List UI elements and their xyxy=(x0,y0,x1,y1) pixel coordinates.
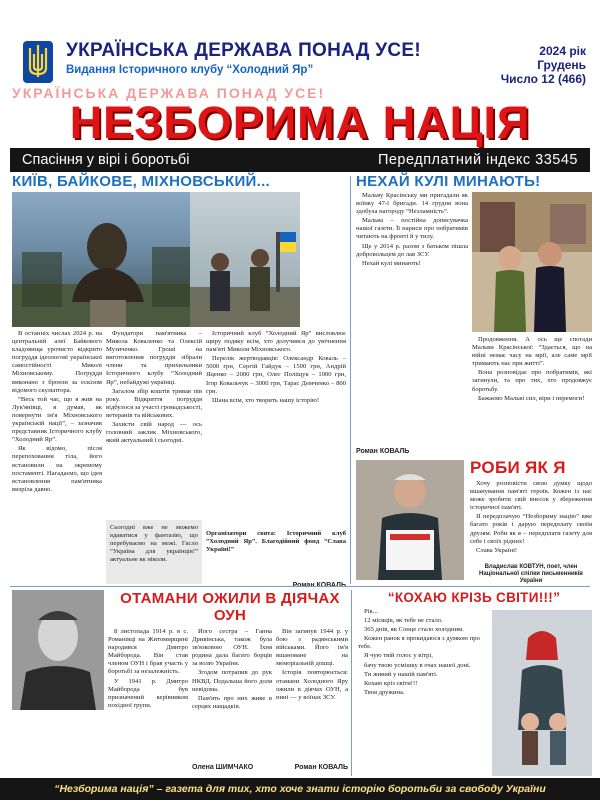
family-photo xyxy=(492,610,592,776)
poem-line: Я чую твій голос у вітрі, xyxy=(364,652,433,660)
poem-line: Рік... xyxy=(364,608,378,615)
soldier-image xyxy=(472,192,592,332)
masthead-publisher: Видання Історичного клубу “Холодний Яр” xyxy=(66,64,314,76)
poem-line: 12 місяців, як тебе не стало. xyxy=(364,617,443,625)
newspaper-title: НЕЗБОРИМА НАЦІЯ xyxy=(69,97,531,148)
paragraph: Перелік жертводавців: Олександр Коваль – 5000 грн, Сергій Гайдук – 1500 грн, Андрій Яценко – 2000 грн, Олег Поліщук – 1000 грн, Ігор Ковальчук – 3000 грн, Тарас Демченко – 800 грн. xyxy=(206,355,346,395)
poem-line: Кохаю кріз світи!!! xyxy=(364,679,418,687)
bullets-column-2 xyxy=(472,336,592,444)
paragraph: Загалом збір коштів тривав пів року. Відкриття погруддя відбулося за участі громадськості, ветеранів та військових. xyxy=(106,387,202,419)
footer-bar xyxy=(0,778,600,800)
paragraph: Хочу розповісти свою думку щодо вшанування пам'яті героїв. Кожен із нас може зробити свій внесок у збереження історичної пам'яті. xyxy=(470,480,592,512)
footer-text: “Незборима нація” – газета для тих, хто хоче знати історію боротьби за свободу України xyxy=(54,783,546,795)
paragraph: Згодом потрапив до рук НКВД. Подальша його доля невідома. xyxy=(192,669,272,693)
paragraph: Фундатори пам'ятника – Микола Коваленко та Олексій Музиченко. Гроші на виготовлення погруддя зібрали члени та прихильники Історичного клубу “Холодний Яр”, небайдужі українці. xyxy=(106,330,202,386)
kyiv-headline: КИЇВ, БАЙКОВЕ, МІХНОВСЬКИЙ... xyxy=(12,173,271,190)
trident-emblem-icon xyxy=(22,40,54,84)
reader-with-newspaper-image xyxy=(356,460,464,580)
cossack-headline: “КОХАЮ КРІЗЬ СВІТИ!!!” xyxy=(387,590,561,605)
issue-year: 2024 рік xyxy=(539,44,586,58)
otamany-column-1b xyxy=(12,714,104,774)
paragraph: Як відомо, після перепоховання тіла, його встановили на окремому постаменті. Нагадаємо, що ідея встановлення пам'ятника визріла давно. xyxy=(12,445,102,493)
masthead-motto-shadow: УКРАЇНСЬКА ДЕРЖАВА ПОНАД УСЕ! xyxy=(12,85,326,101)
soldier-photo xyxy=(472,192,592,332)
paragraph: Шана всім, хто творить нашу історію! xyxy=(212,396,320,404)
paragraph: Його сестра – Ганна Дривінська, також була зв'язковою ОУН. Їхня родина дала багато борців за волю України. xyxy=(192,628,272,668)
family-image xyxy=(492,610,592,776)
paragraph: У 1941 р. Дмитро Майборода був призначений керівником похідної групи. xyxy=(108,677,188,709)
paragraph: Мальва – постійна дописувачка нашої газети. Її нариси про побратимів читають на фронті й у тилу. xyxy=(356,217,468,241)
portrait-photo xyxy=(12,590,104,710)
paragraph: Я передплачую “Незбориму націю” вже багато років і дарую передплату своїм друзям. Роби як я – передплати газету для себе і своїх рідних! xyxy=(470,513,592,545)
kyiv-note-box xyxy=(106,520,202,584)
poem-line: Твоя дружина. xyxy=(364,688,405,696)
column-divider xyxy=(351,590,352,776)
poem-line: бачу твою усмішку в очах нашої доні. xyxy=(364,661,471,669)
paragraph: Захисти свій народ — ось головний заклик Міхновського, який актуальний і сьогодні. xyxy=(106,421,202,445)
paragraph: “Весь той час, що я жив на Лук'янівці, я думав, як повернути ім'я Міхновського українській нації”, – зазначив представник Історичного клубу “Холодний Яр”. xyxy=(12,395,102,444)
paragraph: Мальву Красінську ми пригадали як воїнку 47-ї бригади. 14 грудня вона здобула нагороду “Незламність”. xyxy=(356,192,468,216)
paragraph: Історичний клуб “Холодний Яр” висловлює щиру подяку всім, хто долучився до увічнення пам'яті Миколи Міхновського. xyxy=(206,330,346,354)
make-headline: РОБИ ЯК Я xyxy=(470,458,566,477)
paragraph: Він загинув 1944 р. у бою з радянськими військами. Його ім'я вшановане на меморіальній дошці. xyxy=(276,628,348,668)
paragraph: Пам'ять про них живе в серцях нащадків. xyxy=(192,694,272,710)
otamany-author-2: Олена ШИМЧАКО xyxy=(192,764,254,771)
kyiv-organizers: Організатори свята: Історичний клуб “Холодний Яр”. Благодійний фонд “Слава Україні!” xyxy=(206,530,346,554)
masthead-motto: УКРАЇНСЬКА ДЕРЖАВА ПОНАД УСЕ! xyxy=(66,40,422,61)
slogan-text: Спасіння у вірі і боротьбі xyxy=(22,152,190,168)
bullets-column-1-continued xyxy=(356,360,468,445)
paragraph: Бажаємо Мальві сил, віри і перемоги! xyxy=(478,394,585,402)
otamany-column-1 xyxy=(108,628,188,773)
make-body xyxy=(470,480,592,562)
make-author: Владислав КОВТУН, поет, член Національної спілки письменників України xyxy=(478,564,583,584)
bullets-author: Роман КОВАЛЬ xyxy=(356,448,410,455)
kyiv-column-1 xyxy=(12,330,102,580)
paragraph: Нехай кулі минають! xyxy=(362,259,421,267)
kyiv-note: Сьогодні вже не можемо вдаватися у фантазію, що перебуваємо на межі. Гасло “Україна для українців!” актуальне як ніколи. xyxy=(110,524,198,564)
historic-portrait-image xyxy=(12,590,104,710)
poem-line: Ти живий у нашій пам'яті. xyxy=(364,670,438,678)
paragraph: Слава Україні! xyxy=(476,546,518,554)
poem-line: Кожен ранок я прокидаюся з думкою про тебе. xyxy=(358,635,480,651)
bust-sculpture-image xyxy=(12,192,190,327)
poem-line: 365 днів, як Сонце стало холодним. xyxy=(364,626,464,634)
issue-month: Грудень xyxy=(537,58,586,72)
paragraph: Ще у 2014 р. разом з батьком пішла добровольцем до лав ЗСУ. xyxy=(356,242,468,258)
paragraph: 8 листопада 1914 р. в с. Романівці на Житомирщині народився Дмитро Майборода. Він став членом ОУН і брав участь у боротьбі за незалежність. xyxy=(108,628,188,676)
kyiv-column-3-text xyxy=(206,330,346,526)
slogan-bar xyxy=(10,148,590,172)
column-divider xyxy=(350,176,351,584)
paragraph: Історія повторюється: отамани Холодного Яру ожили в діячах ОУН, а нині — у воїнах ЗСУ. xyxy=(276,669,348,701)
subscription-index: Передплатний індекс 33545 xyxy=(377,152,578,168)
cossack-poem xyxy=(358,608,488,776)
otamany-author-1: Роман КОВАЛЬ xyxy=(294,764,348,771)
bust-photo xyxy=(12,192,190,327)
issue-number: Число 12 (466) xyxy=(500,72,586,86)
paragraph: В останніх числах 2024 р. на центральній алеї Байкового кладовища урочисто відкрито погруддя ідеологові української самостійності Миколі Міхновському. Погруддя виконано з бронзи за ескізом відомого скульптора. xyxy=(12,330,102,394)
section-divider xyxy=(10,586,590,587)
otamany-column-2 xyxy=(192,628,272,760)
bullets-headline: НЕХАЙ КУЛІ МИНАЮТЬ! xyxy=(356,173,541,190)
old-man-photo xyxy=(356,460,464,580)
paragraph: Вона розповідає про побратимів, які загинули, та про тих, хто продовжує боротьбу. xyxy=(472,369,592,393)
otamany-column-3 xyxy=(276,628,348,760)
paragraph: Продовження. А ось ще спогади Мальви Красінської: “Здається, що на війні немає часу на мрії, але саме мрії тримають нас при житті”. xyxy=(472,336,592,368)
otamany-headline: ОТАМАНИ ОЖИЛИ В ДІЯЧАХ ОУН xyxy=(120,590,340,624)
